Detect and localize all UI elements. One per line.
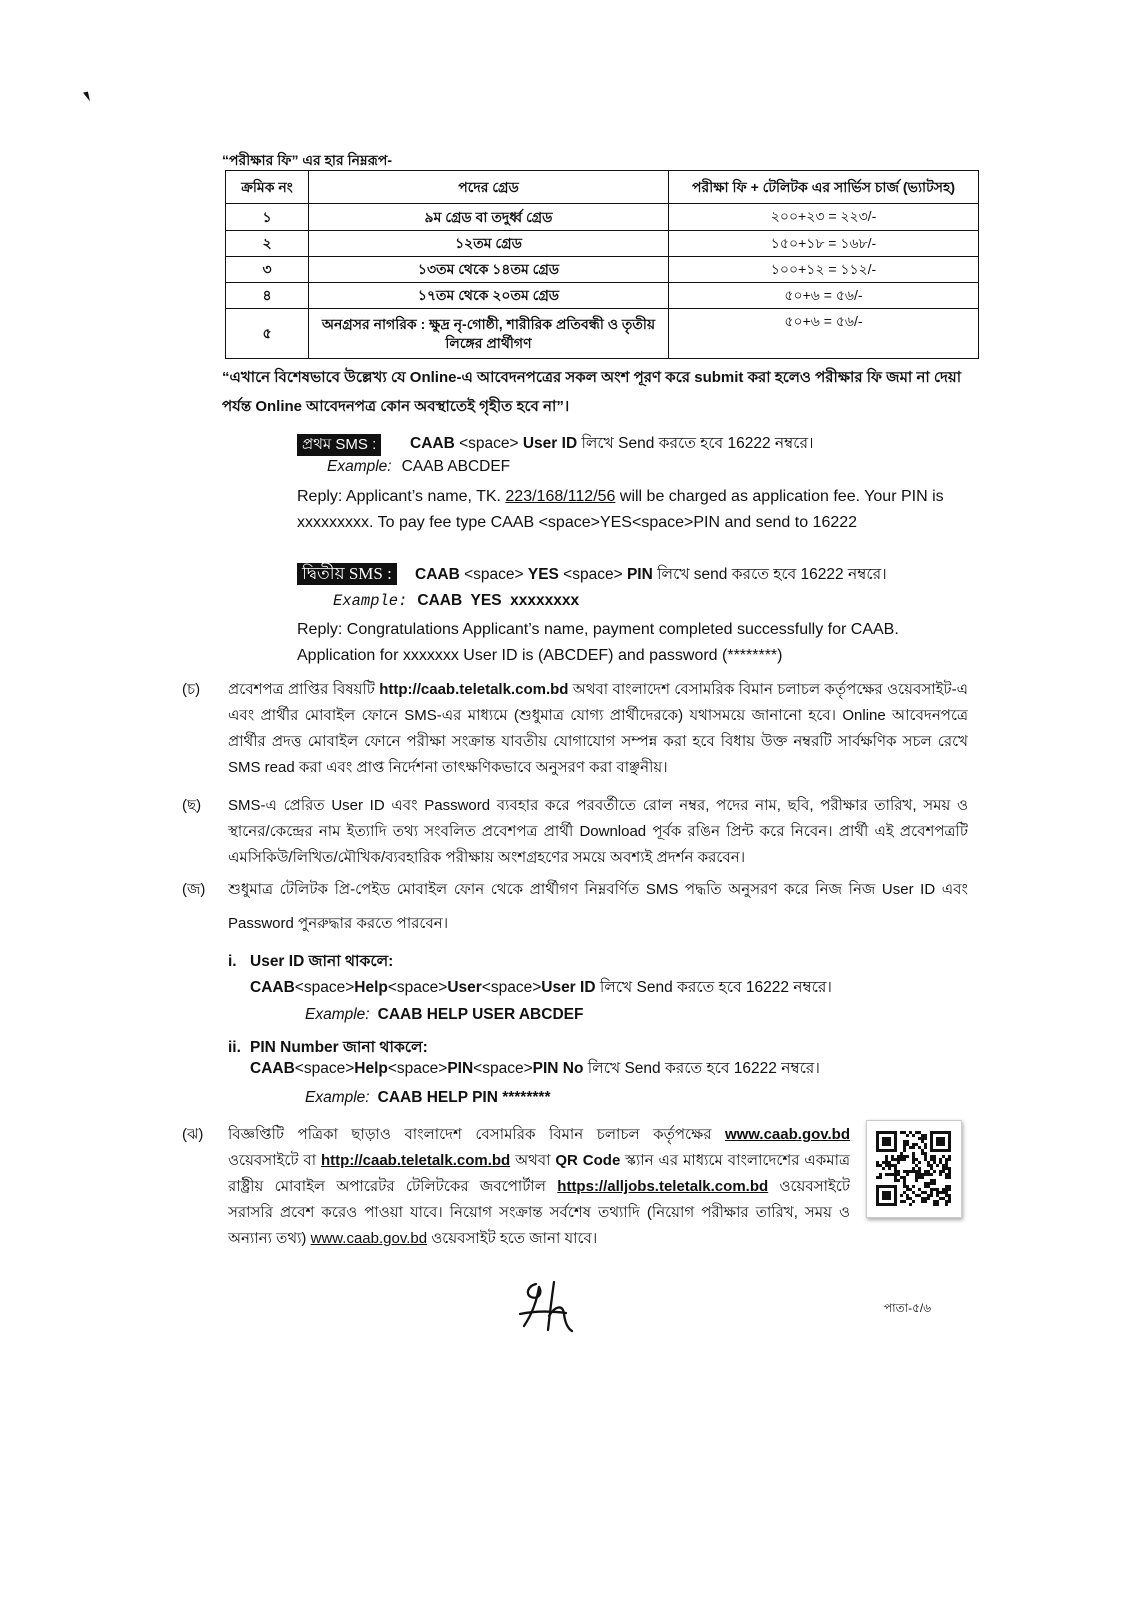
command-space: <space>	[387, 979, 448, 996]
table-row	[226, 257, 979, 283]
handwritten-signature	[516, 1276, 588, 1338]
example-value: CAAB HELP USER ABCDEF	[377, 1006, 584, 1023]
section-label-cha: (চ)	[182, 681, 201, 698]
command-space: <space>	[294, 979, 355, 996]
instruction-keyword: CAAB	[415, 566, 460, 583]
table-row	[226, 283, 979, 309]
instruction-text: <space>	[558, 566, 627, 583]
section-ja	[228, 873, 968, 941]
section-jha	[228, 1122, 850, 1254]
sms-second-reply	[297, 617, 969, 669]
section-text: প্রবেশপত্র প্রাপ্তির বিষয়টি	[228, 681, 380, 698]
recovery-command	[250, 1058, 820, 1080]
alljobs-url: https://alljobs.teletalk.com.bd	[557, 1178, 769, 1195]
sms-first-example	[327, 457, 510, 477]
teletalk-url: http://caab.teletalk.com.bd	[321, 1152, 511, 1169]
section-text: শুধুমাত্র টেলিটক প্রি-পেইড মোবাইল ফোন থেকে প্রার্থীগণ নিম্নবর্ণিত SMS পদ্ধতি অনুসরণ করে নিজ নিজ User ID এবং Password পুনরুদ্ধার করতে পারবেন।	[228, 881, 968, 932]
command-keyword: Help	[354, 1060, 388, 1077]
command-keyword: PIN No	[532, 1060, 584, 1077]
teletalk-url: http://caab.teletalk.com.bd	[379, 681, 569, 698]
cell-fee: ১৫০+১৮ = ১৬৮/-	[669, 231, 979, 257]
section-text: অথবা বাংলাদেশ বেসামরিক বিমান চলাচল কর্তৃপক্ষের ওয়েবসাইট-এ এবং প্রার্থীর মোবাইল ফোনে SMS-এর মাধ্যমে (শুধুমাত্র যোগ্য প্রার্থীদেরকে) যথাসময়ে জানানো হবে। Online আবেদনপত্রে প্রার্থীর প্রদত্ত মোবাইল ফোনে পরীক্ষা সংক্রান্ত যাবতীয় যোগাযোগ সম্পন্ন করা হবে বিধায় উক্ত নম্বরটি সার্বক্ষণিক সচল রেখে SMS read করা এবং প্রাপ্ত নির্দেশনা তাৎক্ষণিকভাবে অনুসরণ করা বাঞ্ছনীয়।	[228, 681, 968, 776]
header-fee: পরীক্ষা ফি + টেলিটক এর সার্ভিস চার্জ (ভ্যাটসহ)	[669, 171, 979, 204]
example-value: CAAB ABCDEF	[401, 458, 511, 475]
header-serial: ক্রমিক নং	[226, 171, 309, 204]
section-text: ওয়েবসাইটে বা	[228, 1152, 321, 1169]
example-label: Example:	[305, 1089, 370, 1106]
fee-title: “পরীক্ষার ফি” এর হার নিম্নরূপ-	[222, 152, 393, 168]
cell-fee: ১০০+১২ = ১১২/-	[669, 257, 979, 283]
section-cha	[228, 677, 968, 781]
cell-grade: ১৩তম থেকে ১৪তম গ্রেড	[309, 257, 669, 283]
command-text: লিখে Send করতে হবে 16222 নম্বরে।	[583, 1060, 820, 1077]
command-space: <space>	[481, 979, 542, 996]
instruction-text: <space>	[459, 566, 528, 583]
section-text: ওয়েবসাইটে সরাসরি প্রবেশ করেও পাওয়া যাবে। নিয়োগ সংক্রান্ত সর্বশেষ তথ্যাদি (নিয়োগ পরীক্ষার তারিখ, সময় ও অন্যান্য তথ্য)	[228, 1178, 850, 1247]
recovery-heading: User ID জানা থাকলে:	[250, 953, 394, 970]
command-space: <space>	[473, 1060, 533, 1077]
fee-table	[225, 170, 979, 359]
page-number: পাতা-৫/৬	[884, 1301, 932, 1315]
caab-url: www.caab.gov.bd	[310, 1230, 428, 1247]
recovery-command	[250, 977, 832, 999]
table-row	[226, 309, 979, 359]
command-text: লিখে Send করতে হবে 16222 নম্বরে।	[595, 979, 832, 996]
recovery-marker: i.	[228, 953, 237, 970]
command-keyword: PIN	[447, 1060, 474, 1077]
cell-serial: ২	[226, 231, 309, 257]
cell-grade: অনগ্রসর নাগরিক : ক্ষুদ্র নৃ-গোষ্ঠী, শারীরিক প্রতিবন্ধী ও তৃতীয় লিঙ্গের প্রার্থীগণ	[309, 309, 669, 359]
example-label: Example:	[305, 1006, 370, 1023]
qr-code-text: QR Code	[555, 1152, 621, 1169]
command-keyword: User	[447, 979, 482, 996]
caab-url: www.caab.gov.bd	[724, 1126, 850, 1143]
example-value: CAAB YES xxxxxxxx	[417, 592, 580, 609]
qr-modules	[876, 1131, 951, 1206]
reply-text: Reply: Congratulations Applicant’s name, payment completed successfully for CAAB. Application for xxxxxxx User ID is (ABCDEF) and password (********)	[297, 621, 899, 664]
recovery-heading: PIN Number জানা থাকলে:	[250, 1039, 428, 1056]
reply-text: will be charged as application fee. Your PIN is xxxxxxxxx. To pay fee type CAAB <space>YES<space>PIN and send to 16222	[297, 488, 944, 531]
command-keyword: CAAB	[250, 1060, 295, 1077]
reply-fee-amounts: 223/168/112/56	[505, 488, 616, 505]
section-label-jha: (ঝ)	[182, 1126, 204, 1143]
section-chha	[228, 793, 968, 871]
instruction-keyword: User ID	[522, 435, 578, 452]
section-text: SMS-এ প্রেরিত User ID এবং Password ব্যবহার করে পরবর্তীতে রোল নম্বর, পদের নাম, ছবি, পরীক্ষার তারিখ, সময় ও স্থানের/কেন্দ্রের নাম ইত্যাদি তথ্য সংবলিত প্রবেশপত্র প্রার্থী Download পূর্বক রঙিন প্রিন্ট করে নিবেন। প্রার্থী এই প্রবেশপত্রটি এমসিকিউ/লিখিত/মৌখিক/ব্যবহারিক পরীক্ষায় অংশগ্রহণের সময়ে অবশ্যই প্রদর্শন করবেন।	[228, 797, 968, 866]
qr-code-icon	[866, 1120, 962, 1218]
command-keyword: CAAB	[250, 979, 295, 996]
example-value: CAAB HELP PIN ********	[377, 1089, 551, 1106]
sms-first-label: প্রথম SMS :	[297, 434, 381, 456]
command-keyword: Help	[354, 979, 388, 996]
cell-serial: ৪	[226, 283, 309, 309]
cell-grade: ১৭তম থেকে ২০তম গ্রেড	[309, 283, 669, 309]
cell-fee: ২০০+২৩ = ২২৩/-	[669, 204, 979, 231]
command-space: <space>	[294, 1060, 355, 1077]
table-row	[226, 204, 979, 231]
command-keyword: User ID	[541, 979, 596, 996]
fee-note: “এখানে বিশেষভাবে উল্লেখ্য যে Online-এ আবেদনপত্রের সকল অংশ পূরণ করে submit করা হলেও পরীক্ষার ফি জমা না দেয়া পর্যন্ত Online আবেদনপত্র কোন অবস্থাতেই গৃহীত হবে না”।	[222, 369, 962, 415]
recovery-example	[305, 1087, 550, 1109]
cell-grade: ১২তম গ্রেড	[309, 231, 669, 257]
instruction-keyword: CAAB	[410, 435, 455, 452]
header-grade: পদের গ্রেড	[309, 171, 669, 204]
instruction-text: <space>	[454, 435, 523, 452]
instruction-keyword: PIN	[626, 566, 653, 583]
section-text: অথবা	[510, 1152, 556, 1169]
cell-serial: ১	[226, 204, 309, 231]
section-text: বিজ্ঞপ্তিটি পত্রিকা ছাড়াও বাংলাদেশ বেসামরিক বিমান চলাচল কর্তৃপক্ষের	[228, 1126, 725, 1143]
cell-grade: ৯ম গ্রেড বা তদুর্ধ্ব গ্রেড	[309, 204, 669, 231]
sms-second-label: দ্বিতীয় SMS :	[297, 563, 397, 585]
section-text: স্ক্যান এর মাধ্যমে বাংলাদেশের একমাত্র রাষ্ট্রীয় মোবাইল অপারেটর টেলিটকের জবপোর্টাল	[228, 1152, 850, 1195]
cell-fee: ৫০+৬ = ৫৬/-	[669, 283, 979, 309]
command-space: <space>	[387, 1060, 448, 1077]
section-text: ওয়েবসাইট হতে জানা যাবে।	[427, 1230, 598, 1247]
qr-code-graphic	[867, 1121, 961, 1217]
recovery-marker: ii.	[228, 1039, 241, 1056]
instruction-text: লিখে send করতে হবে 16222 নম্বরে।	[652, 566, 887, 583]
cell-serial: ৫	[226, 309, 309, 359]
sms-second-example	[333, 591, 579, 611]
example-label: Example:	[333, 592, 408, 610]
instruction-keyword: YES	[527, 566, 559, 583]
sms-first-reply	[297, 484, 969, 536]
reply-text: Reply: Applicant’s name, TK.	[297, 488, 506, 505]
table-row	[226, 231, 979, 257]
fee-table-header	[226, 171, 979, 204]
sms-second-instruction	[415, 564, 887, 586]
scan-mark	[83, 92, 90, 103]
example-label: Example:	[327, 458, 392, 475]
sms-first-instruction	[410, 433, 814, 455]
recovery-example	[305, 1004, 583, 1026]
cell-serial: ৩	[226, 257, 309, 283]
section-label-ja: (জ)	[182, 881, 206, 898]
section-label-chha: (ছ)	[182, 797, 202, 814]
instruction-text: লিখে Send করতে হবে 16222 নম্বরে।	[577, 435, 814, 452]
cell-fee: ৫০+৬ = ৫৬/-	[669, 309, 979, 359]
